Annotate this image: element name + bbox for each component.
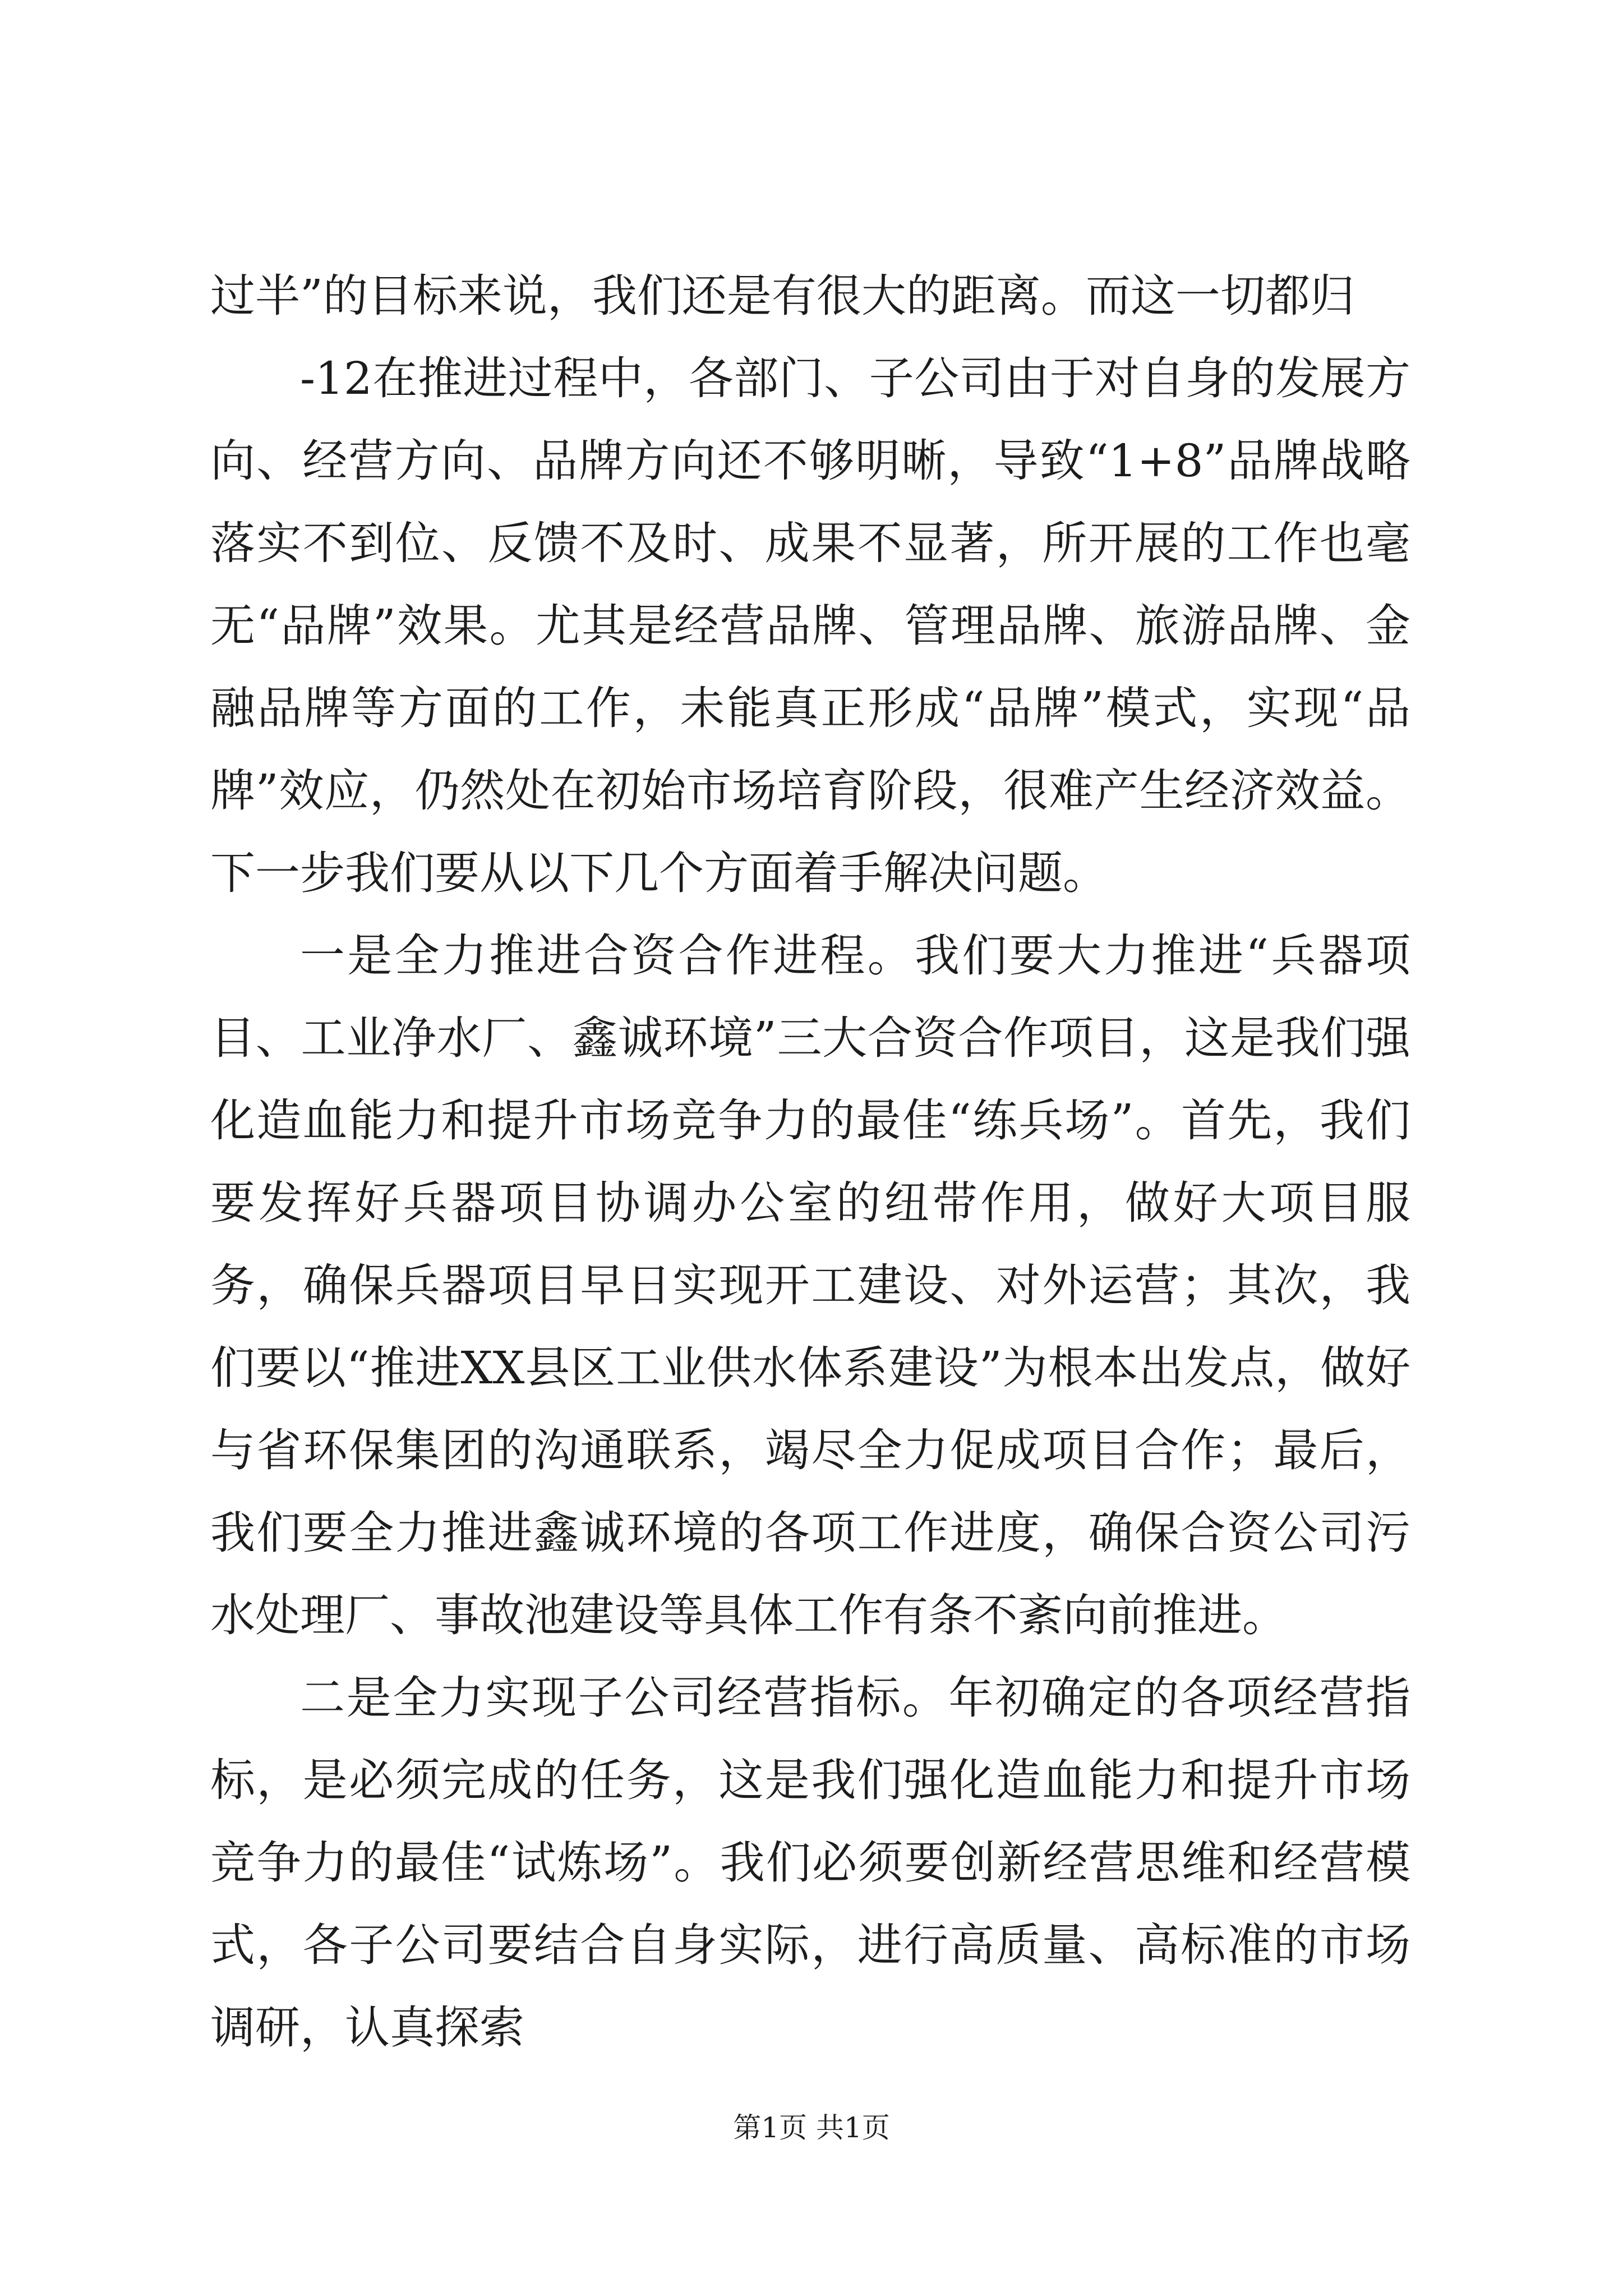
document-body <box>210 255 1410 2069</box>
paragraph-4: 二是全力实现子公司经营指标。年初确定的各项经营指标，是必须完成的任务，这是我们强化造血能力和提升市场竞争力的最佳“试炼场”。我们必须要创新经营思维和经营模式，各子公司要结合自身实际，进行高质量、高标准的市场调研，认真探索 <box>210 1672 1410 2054</box>
paragraph-1: 过半”的目标来说，我们还是有很大的距离。而这一切都归 <box>210 270 1355 322</box>
paragraph-3: 一是全力推进合资合作进程。我们要大力推进“兵器项目、工业净水厂、鑫诚环境”三大合资合作项目，这是我们强化造血能力和提升市场竞争力的最佳“练兵场”。首先，我们要发挥好兵器项目协调办公室的纽带作用，做好大项目服务，确保兵器项目早日实现开工建设、对外运营；其次，我们要以“推进XX县区工业供水体系建设”为根本出发点，做好与省环保集团的沟通联系，竭尽全力促成项目合作；最后，我们要全力推进鑫诚环境的各项工作进度，确保合资公司污水处理厂、事故池建设等具体工作有条不紊向前推进。 <box>210 930 1410 1641</box>
paragraph-2: -12在推进过程中，各部门、子公司由于对自身的发展方向、经营方向、品牌方向还不够明晰，导致“1+8”品牌战略落实不到位、反馈不及时、成果不显著，所开展的工作也毫无“品牌”效果。尤其是经营品牌、管理品牌、旅游品牌、金融品牌等方面的工作，未能真正形成“品牌”模式，实现“品牌”效应，仍然处在初始市场培育阶段，很难产生经济效益。下一步我们要从以下几个方面着手解决问题。 <box>210 352 1410 899</box>
page-footer: 第1页 共1页 <box>733 2111 890 2144</box>
